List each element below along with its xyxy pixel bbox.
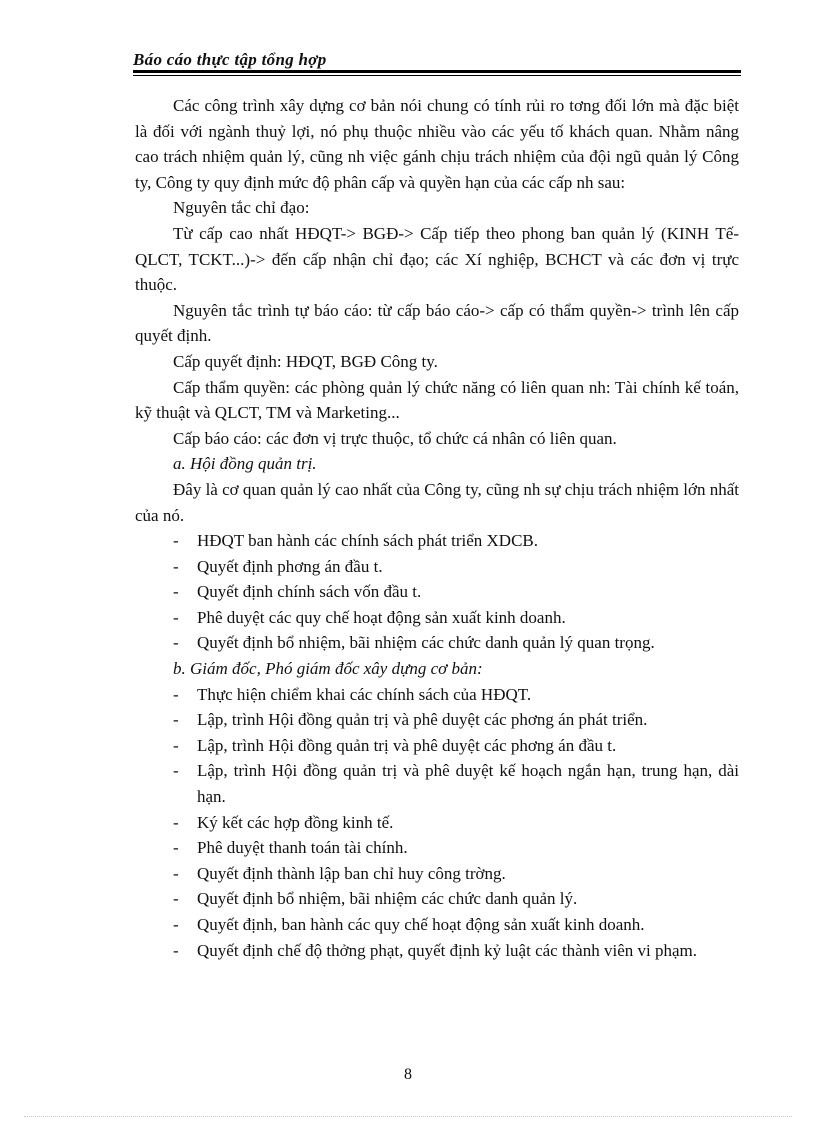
- page-number: 8: [404, 1066, 412, 1083]
- list-item: - Quyết định chế độ thởng phạt, quyết định kỷ luật các thành viên vi phạm.: [135, 938, 739, 964]
- header-rule-thick: [133, 70, 741, 73]
- paragraph: Nguyên tắc trình tự báo cáo: từ cấp báo cáo-> cấp có thẩm quyền-> trình lên cấp quyết định.: [135, 300, 739, 346]
- bullet-dash: -: [173, 838, 179, 858]
- header-rule-thin: [133, 75, 741, 76]
- list-item: - Ký kết các hợp đồng kinh tế.: [135, 810, 739, 836]
- list-item: - Quyết định chính sách vốn đầu t.: [135, 579, 739, 605]
- paragraph: Cấp báo cáo: các đơn vị trực thuộc, tổ chức cá nhân có liên quan.: [173, 428, 617, 448]
- section-a-heading: a. Hội đồng quản trị.: [173, 454, 317, 474]
- list-item: - Quyết định bổ nhiệm, bãi nhiệm các chức danh quản lý.: [135, 886, 739, 912]
- list-item: - Thực hiện chiểm khai các chính sách của HĐQT.: [135, 682, 739, 708]
- bullet-dash: -: [173, 812, 179, 832]
- bullet-dash: -: [173, 761, 179, 781]
- paragraph: Các công trình xây dựng cơ bản nói chung có tính rủi ro tơng đối lớn mà đặc biệt là đối với ngành thuỷ lợi, nó phụ thuộc nhiều vào các yếu tố khách quan. Nhằm nâng cao trách nhiệm quản lý, cũng nh việc gánh chịu trách nhiệm của đội ngũ quản lý Công ty, Công ty quy định mức độ phân cấp và quyền hạn của các cấp nh sau:: [135, 96, 739, 192]
- list-item: - Quyết định phơng án đầu t.: [135, 554, 739, 580]
- bullet-dash: -: [173, 531, 179, 551]
- list-item: - Phê duyệt thanh toán tài chính.: [135, 835, 739, 861]
- paragraph: Cấp thẩm quyền: các phòng quản lý chức năng có liên quan nh: Tài chính kế toán, kỹ thuật và QLCT, TM và Marketing...: [135, 377, 739, 423]
- bullet-dash: -: [173, 710, 179, 730]
- bullet-dash: -: [173, 889, 179, 909]
- list-item: - Quyết định bổ nhiệm, bãi nhiệm các chức danh quản lý quan trọng.: [135, 630, 739, 656]
- list-item: - Quyết định thành lập ban chỉ huy công trờng.: [135, 861, 739, 887]
- bullet-dash: -: [173, 684, 179, 704]
- list-item: - HĐQT ban hành các chính sách phát triển XDCB.: [135, 528, 739, 554]
- section-b-heading: b. Giám đốc, Phó giám đốc xây dựng cơ bản:: [173, 659, 483, 679]
- bullet-dash: -: [173, 940, 179, 960]
- list-item: - Lập, trình Hội đồng quản trị và phê duyệt các phơng án phát triển.: [135, 707, 739, 733]
- bullet-dash: -: [173, 582, 179, 602]
- list-item: - Quyết định, ban hành các quy chế hoạt động sản xuất kinh doanh.: [135, 912, 739, 938]
- bullet-dash: -: [173, 607, 179, 627]
- page-header: [133, 46, 741, 76]
- bullet-dash: -: [173, 556, 179, 576]
- bullet-dash: -: [173, 863, 179, 883]
- section-a-intro: Đây là cơ quan quản lý cao nhất của Công ty, cũng nh sự chịu trách nhiệm lớn nhất của nó.: [135, 479, 739, 525]
- list-item: - Lập, trình Hội đồng quản trị và phê duyệt kế hoạch ngắn hạn, trung hạn, dài hạn.: [135, 758, 739, 809]
- bullet-dash: -: [173, 915, 179, 934]
- bullet-dash: -: [173, 735, 179, 755]
- paragraph: Cấp quyết định: HĐQT, BGĐ Công ty.: [173, 351, 438, 371]
- list-item: - Phê duyệt các quy chế hoạt động sản xuất kinh doanh.: [135, 605, 739, 631]
- bottom-dotted-border: [24, 1116, 792, 1117]
- bullet-dash: -: [173, 633, 179, 653]
- paragraph: Nguyên tắc chỉ đạo:: [173, 198, 310, 218]
- document-body: [135, 93, 739, 963]
- paragraph: Từ cấp cao nhất HĐQT-> BGĐ-> Cấp tiếp theo phong ban quản lý (KINH Tế-QLCT, TCKT...)-> đến cấp nhận chỉ đạo; các Xí nghiệp, BCHCT và các đơn vị trực thuộc.: [135, 223, 739, 295]
- list-item: - Lập, trình Hội đồng quản trị và phê duyệt các phơng án đầu t.: [135, 733, 739, 759]
- header-title: Báo cáo thực tập tổng hợp: [133, 50, 327, 69]
